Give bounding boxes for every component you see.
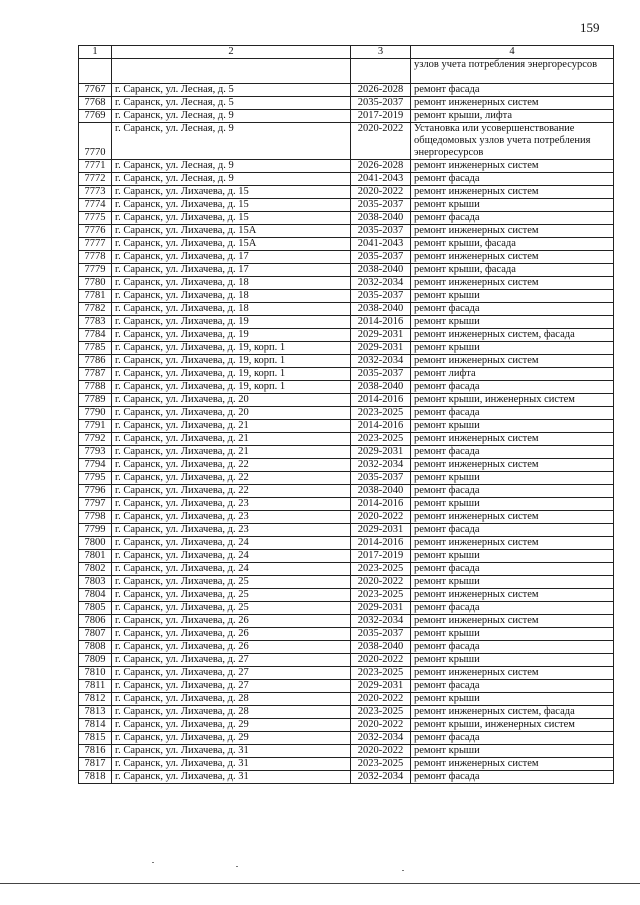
row-years: 2017-2019 bbox=[351, 110, 411, 123]
header-col-3: 3 bbox=[351, 46, 411, 59]
row-work-type: ремонт фасада bbox=[411, 407, 614, 420]
header-row bbox=[79, 46, 614, 59]
row-years: 2041-2043 bbox=[351, 238, 411, 251]
row-work-type: ремонт фасада bbox=[411, 446, 614, 459]
row-address: г. Саранск, ул. Лихачева, д. 21 bbox=[112, 433, 351, 446]
row-number: 7782 bbox=[79, 303, 112, 316]
row-address: г. Саранск, ул. Лихачева, д. 28 bbox=[112, 693, 351, 706]
row-number: 7791 bbox=[79, 420, 112, 433]
table-row bbox=[79, 641, 614, 654]
row-work-type: ремонт крыши bbox=[411, 472, 614, 485]
row-work-type: ремонт крыши bbox=[411, 550, 614, 563]
row-work-type: ремонт инженерных систем, фасада bbox=[411, 706, 614, 719]
row-work-type: ремонт инженерных систем bbox=[411, 459, 614, 472]
row-address: г. Саранск, ул. Лесная, д. 5 bbox=[112, 84, 351, 97]
table-row bbox=[79, 459, 614, 472]
row-years: 2038-2040 bbox=[351, 381, 411, 394]
table-row bbox=[79, 563, 614, 576]
table-row bbox=[79, 706, 614, 719]
row-work-type: ремонт фасада bbox=[411, 732, 614, 745]
scan-speck bbox=[236, 866, 238, 867]
row-address: г. Саранск, ул. Лихачева, д. 27 bbox=[112, 667, 351, 680]
row-address: г. Саранск, ул. Лихачева, д. 24 bbox=[112, 550, 351, 563]
row-number: 7793 bbox=[79, 446, 112, 459]
row-address: г. Саранск, ул. Лихачева, д. 19, корп. 1 bbox=[112, 368, 351, 381]
row-work-type: ремонт фасада bbox=[411, 771, 614, 784]
table-row bbox=[79, 123, 614, 160]
table-row bbox=[79, 212, 614, 225]
row-years: 2014-2016 bbox=[351, 420, 411, 433]
table-row bbox=[79, 264, 614, 277]
continuation-row bbox=[79, 59, 614, 84]
row-address: г. Саранск, ул. Лихачева, д. 31 bbox=[112, 771, 351, 784]
row-work-type: ремонт инженерных систем bbox=[411, 160, 614, 173]
row-number: 7776 bbox=[79, 225, 112, 238]
row-years: 2035-2037 bbox=[351, 97, 411, 110]
row-work-type: ремонт крыши bbox=[411, 199, 614, 212]
row-work-type: ремонт инженерных систем, фасада bbox=[411, 329, 614, 342]
row-years: 2020-2022 bbox=[351, 576, 411, 589]
table-row bbox=[79, 628, 614, 641]
row-number: 7810 bbox=[79, 667, 112, 680]
row-address: г. Саранск, ул. Лихачева, д. 29 bbox=[112, 719, 351, 732]
row-number: 7801 bbox=[79, 550, 112, 563]
row-number: 7813 bbox=[79, 706, 112, 719]
row-number: 7775 bbox=[79, 212, 112, 225]
row-years: 2023-2025 bbox=[351, 433, 411, 446]
row-number: 7770 bbox=[79, 123, 112, 160]
row-work-type: ремонт крыши bbox=[411, 576, 614, 589]
row-address: г. Саранск, ул. Лихачева, д. 20 bbox=[112, 407, 351, 420]
row-years: 2020-2022 bbox=[351, 123, 411, 160]
row-years: 2038-2040 bbox=[351, 641, 411, 654]
row-years: 2035-2037 bbox=[351, 251, 411, 264]
row-work-type: ремонт крыши bbox=[411, 628, 614, 641]
row-number: 7804 bbox=[79, 589, 112, 602]
row-address: г. Саранск, ул. Лихачева, д. 19, корп. 1 bbox=[112, 381, 351, 394]
continuation-years bbox=[351, 59, 411, 84]
row-number: 7797 bbox=[79, 498, 112, 511]
row-years: 2032-2034 bbox=[351, 771, 411, 784]
row-address: г. Саранск, ул. Лихачева, д. 20 bbox=[112, 394, 351, 407]
table-row bbox=[79, 524, 614, 537]
row-number: 7799 bbox=[79, 524, 112, 537]
table-row bbox=[79, 173, 614, 186]
row-work-type: ремонт фасада bbox=[411, 381, 614, 394]
row-years: 2023-2025 bbox=[351, 563, 411, 576]
row-years: 2029-2031 bbox=[351, 680, 411, 693]
row-work-type: ремонт фасада bbox=[411, 563, 614, 576]
row-work-type: ремонт фасада bbox=[411, 485, 614, 498]
row-years: 2032-2034 bbox=[351, 277, 411, 290]
table-row bbox=[79, 745, 614, 758]
row-address: г. Саранск, ул. Лихачева, д. 17 bbox=[112, 251, 351, 264]
row-number: 7790 bbox=[79, 407, 112, 420]
table-row bbox=[79, 511, 614, 524]
table-row bbox=[79, 329, 614, 342]
row-number: 7802 bbox=[79, 563, 112, 576]
row-work-type: ремонт крыши bbox=[411, 342, 614, 355]
row-years: 2038-2040 bbox=[351, 212, 411, 225]
row-address: г. Саранск, ул. Лихачева, д. 25 bbox=[112, 576, 351, 589]
row-address: г. Саранск, ул. Лихачева, д. 18 bbox=[112, 303, 351, 316]
row-address: г. Саранск, ул. Лихачева, д. 18 bbox=[112, 290, 351, 303]
row-number: 7772 bbox=[79, 173, 112, 186]
row-years: 2014-2016 bbox=[351, 394, 411, 407]
row-work-type: ремонт фасада bbox=[411, 303, 614, 316]
continuation-address bbox=[112, 59, 351, 84]
row-work-type: Установка или усовершенствование общедомовых узлов учета потребления энергоресурсов bbox=[411, 123, 614, 160]
repair-schedule-table bbox=[78, 45, 614, 784]
row-address: г. Саранск, ул. Лихачева, д. 29 bbox=[112, 732, 351, 745]
row-work-type: ремонт инженерных систем bbox=[411, 589, 614, 602]
row-years: 2032-2034 bbox=[351, 732, 411, 745]
row-years: 2023-2025 bbox=[351, 407, 411, 420]
table-row bbox=[79, 498, 614, 511]
row-years: 2023-2025 bbox=[351, 758, 411, 771]
table-row bbox=[79, 654, 614, 667]
row-number: 7785 bbox=[79, 342, 112, 355]
table-row bbox=[79, 680, 614, 693]
row-address: г. Саранск, ул. Лихачева, д. 27 bbox=[112, 680, 351, 693]
row-address: г. Саранск, ул. Лихачева, д. 19, корп. 1 bbox=[112, 342, 351, 355]
page-number: 159 bbox=[580, 20, 600, 35]
row-number: 7803 bbox=[79, 576, 112, 589]
table-row bbox=[79, 225, 614, 238]
row-work-type: ремонт фасада bbox=[411, 212, 614, 225]
row-years: 2020-2022 bbox=[351, 654, 411, 667]
row-years: 2023-2025 bbox=[351, 706, 411, 719]
row-address: г. Саранск, ул. Лихачева, д. 25 bbox=[112, 602, 351, 615]
row-years: 2029-2031 bbox=[351, 446, 411, 459]
row-years: 2035-2037 bbox=[351, 368, 411, 381]
row-address: г. Саранск, ул. Лихачева, д. 19 bbox=[112, 316, 351, 329]
row-years: 2020-2022 bbox=[351, 745, 411, 758]
row-address: г. Саранск, ул. Лихачева, д. 15А bbox=[112, 238, 351, 251]
row-address: г. Саранск, ул. Лихачева, д. 26 bbox=[112, 628, 351, 641]
row-years: 2026-2028 bbox=[351, 84, 411, 97]
row-address: г. Саранск, ул. Лихачева, д. 22 bbox=[112, 485, 351, 498]
row-number: 7798 bbox=[79, 511, 112, 524]
table-row bbox=[79, 381, 614, 394]
table-row bbox=[79, 160, 614, 173]
row-years: 2020-2022 bbox=[351, 511, 411, 524]
row-years: 2035-2037 bbox=[351, 199, 411, 212]
row-work-type: ремонт инженерных систем bbox=[411, 277, 614, 290]
table-row bbox=[79, 84, 614, 97]
row-number: 7781 bbox=[79, 290, 112, 303]
row-work-type: ремонт инженерных систем bbox=[411, 537, 614, 550]
row-years: 2035-2037 bbox=[351, 290, 411, 303]
row-number: 7818 bbox=[79, 771, 112, 784]
row-address: г. Саранск, ул. Лихачева, д. 23 bbox=[112, 498, 351, 511]
row-number: 7816 bbox=[79, 745, 112, 758]
row-years: 2014-2016 bbox=[351, 537, 411, 550]
row-years: 2035-2037 bbox=[351, 472, 411, 485]
continuation-work: узлов учета потребления энергоресурсов bbox=[411, 59, 614, 84]
table-row bbox=[79, 485, 614, 498]
table-row bbox=[79, 537, 614, 550]
row-years: 2020-2022 bbox=[351, 693, 411, 706]
row-years: 2014-2016 bbox=[351, 316, 411, 329]
row-years: 2020-2022 bbox=[351, 186, 411, 199]
row-address: г. Саранск, ул. Лихачева, д. 31 bbox=[112, 758, 351, 771]
row-work-type: ремонт инженерных систем bbox=[411, 758, 614, 771]
row-number: 7783 bbox=[79, 316, 112, 329]
header-col-4: 4 bbox=[411, 46, 614, 59]
row-number: 7817 bbox=[79, 758, 112, 771]
row-years: 2023-2025 bbox=[351, 667, 411, 680]
row-number: 7779 bbox=[79, 264, 112, 277]
table-row bbox=[79, 602, 614, 615]
row-number: 7806 bbox=[79, 615, 112, 628]
scan-speck bbox=[402, 870, 404, 871]
row-address: г. Саранск, ул. Лихачева, д. 19 bbox=[112, 329, 351, 342]
row-address: г. Саранск, ул. Лихачева, д. 18 bbox=[112, 277, 351, 290]
row-work-type: ремонт фасада bbox=[411, 602, 614, 615]
header-col-1: 1 bbox=[79, 46, 112, 59]
header-col-2: 2 bbox=[112, 46, 351, 59]
row-years: 2029-2031 bbox=[351, 329, 411, 342]
row-address: г. Саранск, ул. Лихачева, д. 21 bbox=[112, 446, 351, 459]
table-row bbox=[79, 199, 614, 212]
row-address: г. Саранск, ул. Лесная, д. 9 bbox=[112, 110, 351, 123]
row-work-type: ремонт инженерных систем bbox=[411, 225, 614, 238]
row-years: 2014-2016 bbox=[351, 498, 411, 511]
row-number: 7814 bbox=[79, 719, 112, 732]
row-address: г. Саранск, ул. Лихачева, д. 17 bbox=[112, 264, 351, 277]
row-work-type: ремонт крыши bbox=[411, 693, 614, 706]
row-years: 2032-2034 bbox=[351, 355, 411, 368]
row-years: 2017-2019 bbox=[351, 550, 411, 563]
row-address: г. Саранск, ул. Лихачева, д. 28 bbox=[112, 706, 351, 719]
row-number: 7789 bbox=[79, 394, 112, 407]
row-years: 2035-2037 bbox=[351, 225, 411, 238]
row-address: г. Саранск, ул. Лихачева, д. 24 bbox=[112, 537, 351, 550]
row-address: г. Саранск, ул. Лихачева, д. 15А bbox=[112, 225, 351, 238]
row-number: 7778 bbox=[79, 251, 112, 264]
table-row bbox=[79, 446, 614, 459]
table-row bbox=[79, 342, 614, 355]
row-address: г. Саранск, ул. Лихачева, д. 15 bbox=[112, 199, 351, 212]
table-row bbox=[79, 472, 614, 485]
row-work-type: ремонт крыши bbox=[411, 420, 614, 433]
row-number: 7796 bbox=[79, 485, 112, 498]
row-address: г. Саранск, ул. Лихачева, д. 15 bbox=[112, 212, 351, 225]
row-years: 2032-2034 bbox=[351, 459, 411, 472]
table-row bbox=[79, 277, 614, 290]
row-number: 7784 bbox=[79, 329, 112, 342]
table-row bbox=[79, 355, 614, 368]
row-work-type: ремонт крыши bbox=[411, 498, 614, 511]
row-number: 7777 bbox=[79, 238, 112, 251]
table-row bbox=[79, 576, 614, 589]
row-work-type: ремонт крыши bbox=[411, 745, 614, 758]
table-row bbox=[79, 290, 614, 303]
row-address: г. Саранск, ул. Лихачева, д. 26 bbox=[112, 641, 351, 654]
row-work-type: ремонт инженерных систем bbox=[411, 433, 614, 446]
row-work-type: ремонт крыши, инженерных систем bbox=[411, 719, 614, 732]
row-work-type: ремонт фасада bbox=[411, 84, 614, 97]
row-work-type: ремонт инженерных систем bbox=[411, 186, 614, 199]
row-work-type: ремонт крыши, лифта bbox=[411, 110, 614, 123]
row-number: 7771 bbox=[79, 160, 112, 173]
table-row bbox=[79, 238, 614, 251]
continuation-number bbox=[79, 59, 112, 84]
row-work-type: ремонт фасада bbox=[411, 524, 614, 537]
row-number: 7807 bbox=[79, 628, 112, 641]
table-row bbox=[79, 732, 614, 745]
row-years: 2032-2034 bbox=[351, 615, 411, 628]
table-row bbox=[79, 758, 614, 771]
row-work-type: ремонт фасада bbox=[411, 680, 614, 693]
row-address: г. Саранск, ул. Лихачева, д. 23 bbox=[112, 511, 351, 524]
table-row bbox=[79, 368, 614, 381]
table-row bbox=[79, 589, 614, 602]
row-address: г. Саранск, ул. Лихачева, д. 26 bbox=[112, 615, 351, 628]
row-address: г. Саранск, ул. Лихачева, д. 27 bbox=[112, 654, 351, 667]
table-row bbox=[79, 420, 614, 433]
table-row bbox=[79, 394, 614, 407]
row-years: 2038-2040 bbox=[351, 303, 411, 316]
row-number: 7794 bbox=[79, 459, 112, 472]
row-work-type: ремонт крыши, инженерных систем bbox=[411, 394, 614, 407]
table-row bbox=[79, 186, 614, 199]
table-row bbox=[79, 693, 614, 706]
table-row bbox=[79, 771, 614, 784]
row-work-type: ремонт лифта bbox=[411, 368, 614, 381]
row-number: 7774 bbox=[79, 199, 112, 212]
row-years: 2035-2037 bbox=[351, 628, 411, 641]
row-address: г. Саранск, ул. Лесная, д. 5 bbox=[112, 97, 351, 110]
row-work-type: ремонт инженерных систем bbox=[411, 511, 614, 524]
table-row bbox=[79, 303, 614, 316]
row-number: 7811 bbox=[79, 680, 112, 693]
row-years: 2029-2031 bbox=[351, 524, 411, 537]
table-row bbox=[79, 433, 614, 446]
scan-speck bbox=[152, 862, 154, 863]
row-years: 2023-2025 bbox=[351, 589, 411, 602]
row-years: 2029-2031 bbox=[351, 602, 411, 615]
row-address: г. Саранск, ул. Лихачева, д. 24 bbox=[112, 563, 351, 576]
row-number: 7769 bbox=[79, 110, 112, 123]
row-work-type: ремонт инженерных систем bbox=[411, 97, 614, 110]
row-work-type: ремонт инженерных систем bbox=[411, 615, 614, 628]
table-row bbox=[79, 97, 614, 110]
row-years: 2038-2040 bbox=[351, 264, 411, 277]
row-number: 7815 bbox=[79, 732, 112, 745]
table-row bbox=[79, 407, 614, 420]
row-number: 7808 bbox=[79, 641, 112, 654]
row-number: 7780 bbox=[79, 277, 112, 290]
row-number: 7792 bbox=[79, 433, 112, 446]
table-row bbox=[79, 251, 614, 264]
table-row bbox=[79, 615, 614, 628]
row-number: 7795 bbox=[79, 472, 112, 485]
row-address: г. Саранск, ул. Лихачева, д. 15 bbox=[112, 186, 351, 199]
row-work-type: ремонт крыши bbox=[411, 290, 614, 303]
table-row bbox=[79, 667, 614, 680]
row-number: 7805 bbox=[79, 602, 112, 615]
row-number: 7773 bbox=[79, 186, 112, 199]
row-years: 2020-2022 bbox=[351, 719, 411, 732]
table-row bbox=[79, 550, 614, 563]
row-work-type: ремонт инженерных систем bbox=[411, 355, 614, 368]
row-address: г. Саранск, ул. Лихачева, д. 19, корп. 1 bbox=[112, 355, 351, 368]
table-row bbox=[79, 110, 614, 123]
row-work-type: ремонт крыши bbox=[411, 654, 614, 667]
row-work-type: ремонт крыши, фасада bbox=[411, 264, 614, 277]
row-work-type: ремонт крыши bbox=[411, 316, 614, 329]
row-address: г. Саранск, ул. Лесная, д. 9 bbox=[112, 173, 351, 186]
row-number: 7800 bbox=[79, 537, 112, 550]
row-number: 7767 bbox=[79, 84, 112, 97]
row-number: 7812 bbox=[79, 693, 112, 706]
row-address: г. Саранск, ул. Лихачева, д. 22 bbox=[112, 459, 351, 472]
row-years: 2026-2028 bbox=[351, 160, 411, 173]
row-number: 7768 bbox=[79, 97, 112, 110]
row-years: 2029-2031 bbox=[351, 342, 411, 355]
row-address: г. Саранск, ул. Лесная, д. 9 bbox=[112, 160, 351, 173]
row-address: г. Саранск, ул. Лесная, д. 9 bbox=[112, 123, 351, 160]
row-address: г. Саранск, ул. Лихачева, д. 22 bbox=[112, 472, 351, 485]
page-bottom-rule bbox=[0, 883, 640, 884]
row-work-type: ремонт инженерных систем bbox=[411, 251, 614, 264]
row-address: г. Саранск, ул. Лихачева, д. 31 bbox=[112, 745, 351, 758]
row-years: 2038-2040 bbox=[351, 485, 411, 498]
row-address: г. Саранск, ул. Лихачева, д. 23 bbox=[112, 524, 351, 537]
row-work-type: ремонт крыши, фасада bbox=[411, 238, 614, 251]
row-number: 7788 bbox=[79, 381, 112, 394]
row-work-type: ремонт фасада bbox=[411, 641, 614, 654]
table-row bbox=[79, 316, 614, 329]
row-work-type: ремонт фасада bbox=[411, 173, 614, 186]
row-years: 2041-2043 bbox=[351, 173, 411, 186]
row-number: 7809 bbox=[79, 654, 112, 667]
row-work-type: ремонт инженерных систем bbox=[411, 667, 614, 680]
table-row bbox=[79, 719, 614, 732]
row-number: 7786 bbox=[79, 355, 112, 368]
row-address: г. Саранск, ул. Лихачева, д. 21 bbox=[112, 420, 351, 433]
row-address: г. Саранск, ул. Лихачева, д. 25 bbox=[112, 589, 351, 602]
row-number: 7787 bbox=[79, 368, 112, 381]
